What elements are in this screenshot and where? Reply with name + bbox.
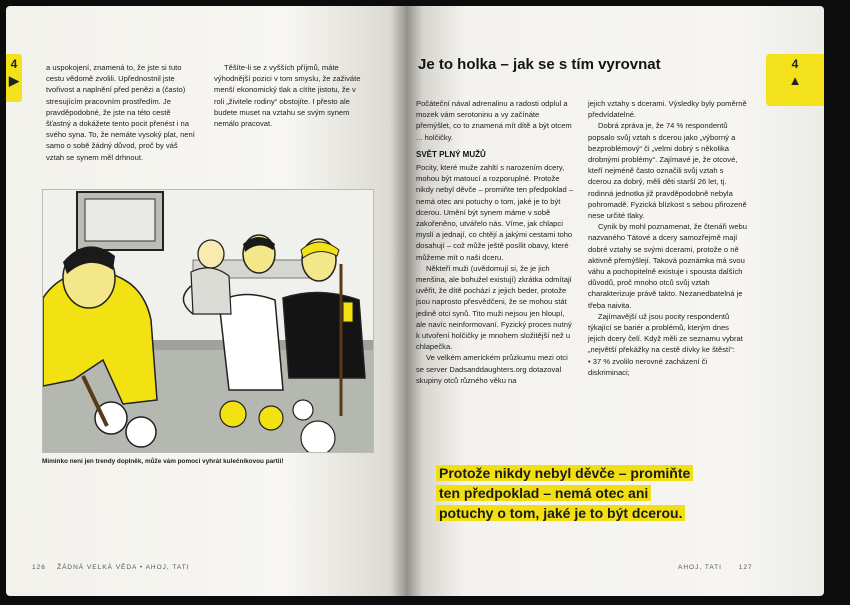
bullet-item: • 37 % zvolilo nerovné zacházení či diskriminaci; [588, 356, 708, 377]
paragraph: Cynik by mohl poznamenat, že čtenáři webu nazvaného Tátové a dcery samozřejmě mají dobré vztahy se svými dcerami, protože o ně aktivně přemýšlejí. Taková poznámka má svou váhu a pochopitelně existuje i spousta dalších důvodů, proč mnoho otců svůj vztah charakterizuje právě takto. Nezanedbatelná je třeba naivita. [588, 222, 747, 310]
page-number: 127 [738, 564, 753, 571]
pull-quote-line: Protože nikdy nebyl děvče – promiňte [436, 464, 766, 483]
pull-quote-line: potuchy o tom, jaké je to být dcerou. [436, 504, 766, 523]
left-column-1 [46, 62, 196, 163]
section-subhead: SVĚT PLNÝ MUŽŮ [416, 149, 486, 159]
chapter-tab-left [6, 54, 22, 102]
intro-paragraph: Počáteční nával adrenalinu a radosti odplul a mozek vám serotoninu a vy začínáte přemýšlet, co to znamená mít dítě a být otcem ... holčičky. [416, 99, 572, 142]
chapter-heading: Je to holka – jak se s tím vyrovnat [418, 56, 661, 73]
left-column-2 [214, 62, 368, 129]
chapter-tab-right [766, 54, 824, 106]
page-number: 126 [32, 564, 46, 571]
pull-quote [436, 464, 766, 524]
paragraph: Dobrá zpráva je, že 74 % respondentů popsalo svůj vztah s dcerou jako „výborný a bezproblémový“ či „velmi dobrý s několika drobnými problémy“. Zajímavé je, že otcové, kteří nejméně často označili svůj vztah s dcerou za dobrý, měli děti starší 26 let, tj. rodinná jednotka již pravděpodobně nebyla pohromadě. Fyzická blízkost s sebou přirozeně nese určité tlaky. [588, 121, 747, 221]
left-page [6, 6, 406, 596]
billiards-illustration [43, 190, 373, 452]
chapter-icon: ▲ [788, 73, 802, 88]
folio-right [678, 564, 753, 571]
chapter-icon: ▶ [9, 73, 19, 88]
pull-quote-line: ten předpoklad – nemá otec ani [436, 484, 766, 503]
paragraph: jejich vztahy s dcerami. Výsledky byly poměrně předvídatelné. [588, 99, 747, 120]
chapter-number: 4 [791, 57, 799, 71]
paragraph: Pocity, které muže zahltí s narozením dcery, mohou být matoucí a rozporuplné. Protože nikdy nebyl děvče – promiňte ten předpoklad – nemá otec ani potuchy o tom, jaké je to být dcerou. Umění být synem máme v sobě zakořeněno, utvářelo nás. Víme, jak chlapci myslí a jednají, co chtějí a jakými cestami toho dosahují – což může ještě posílit obavy, které můžeme mít o naši dceru. [416, 163, 574, 262]
running-header: ŽÁDNÁ VELKÁ VĚDA • AHOJ, TATI [57, 564, 190, 571]
paragraph: Těšíte-li se z vyšších příjmů, máte výhodnější pozici v tom smyslu, že zaživáte menší ekonomický tlak a cítíte jistotu, že v roli „živitele rodiny“ obstojíte. I přesto ale budete muset na vztahu se svým synem nemálo pracovat. [214, 63, 361, 129]
right-page [406, 6, 824, 596]
illustration-caption: Miminko není jen trendy doplněk, může vám pomoci vyhrát kulečníkovou partii! [42, 458, 284, 465]
chapter-number: 4 [10, 57, 18, 71]
right-column-1 [416, 98, 576, 386]
folio-left [32, 564, 190, 571]
paragraph: Někteří muži (uvědomují si, že je jich menšina, ale bohužel existují) zkrátka odmítají uvěřit, že dítě pochází z jejich beder, protože jsou naprosto přesvědčeni, že se mohou stát jedině otci synů. Tito muži nejsou jen hloupí, ale navíc neinformovaní. Fyzický proces nutný k utvoření holčičky je mnohem složitější než u chlapečka. [416, 263, 572, 352]
paragraph: Ve velkém americkém průzkumu mezi otci se server Dadsanddaughters.org dotazoval skupiny otců různého věku na [416, 353, 568, 385]
right-column-2 [588, 98, 748, 378]
illustration-billiards [42, 189, 374, 453]
running-header: AHOJ, TATI [678, 564, 722, 571]
paragraph: a uspokojení, znamená to, že jste si tuto cestu vědomě zvolili. Upřednostnil jste tvořivost a naplnění před penězi a (často) stresujícím pracovním prostředím. Je pravděpodobné, že jste na této cestě šťastný a dokážete tento pocit přenést i na svého syna. To, že nemáte vysoký plat, není samo o sobě žádný důvod, proč by váš vztah se synem měl drhnout. [46, 63, 195, 162]
paragraph: Zajímavější už jsou pocity respondentů týkající se bariér a problémů, kterým dnes jejich dcery čelí. Když měli ze seznamu vybrat „největší překážky na cestě dívky ke štěstí“: [588, 311, 743, 355]
